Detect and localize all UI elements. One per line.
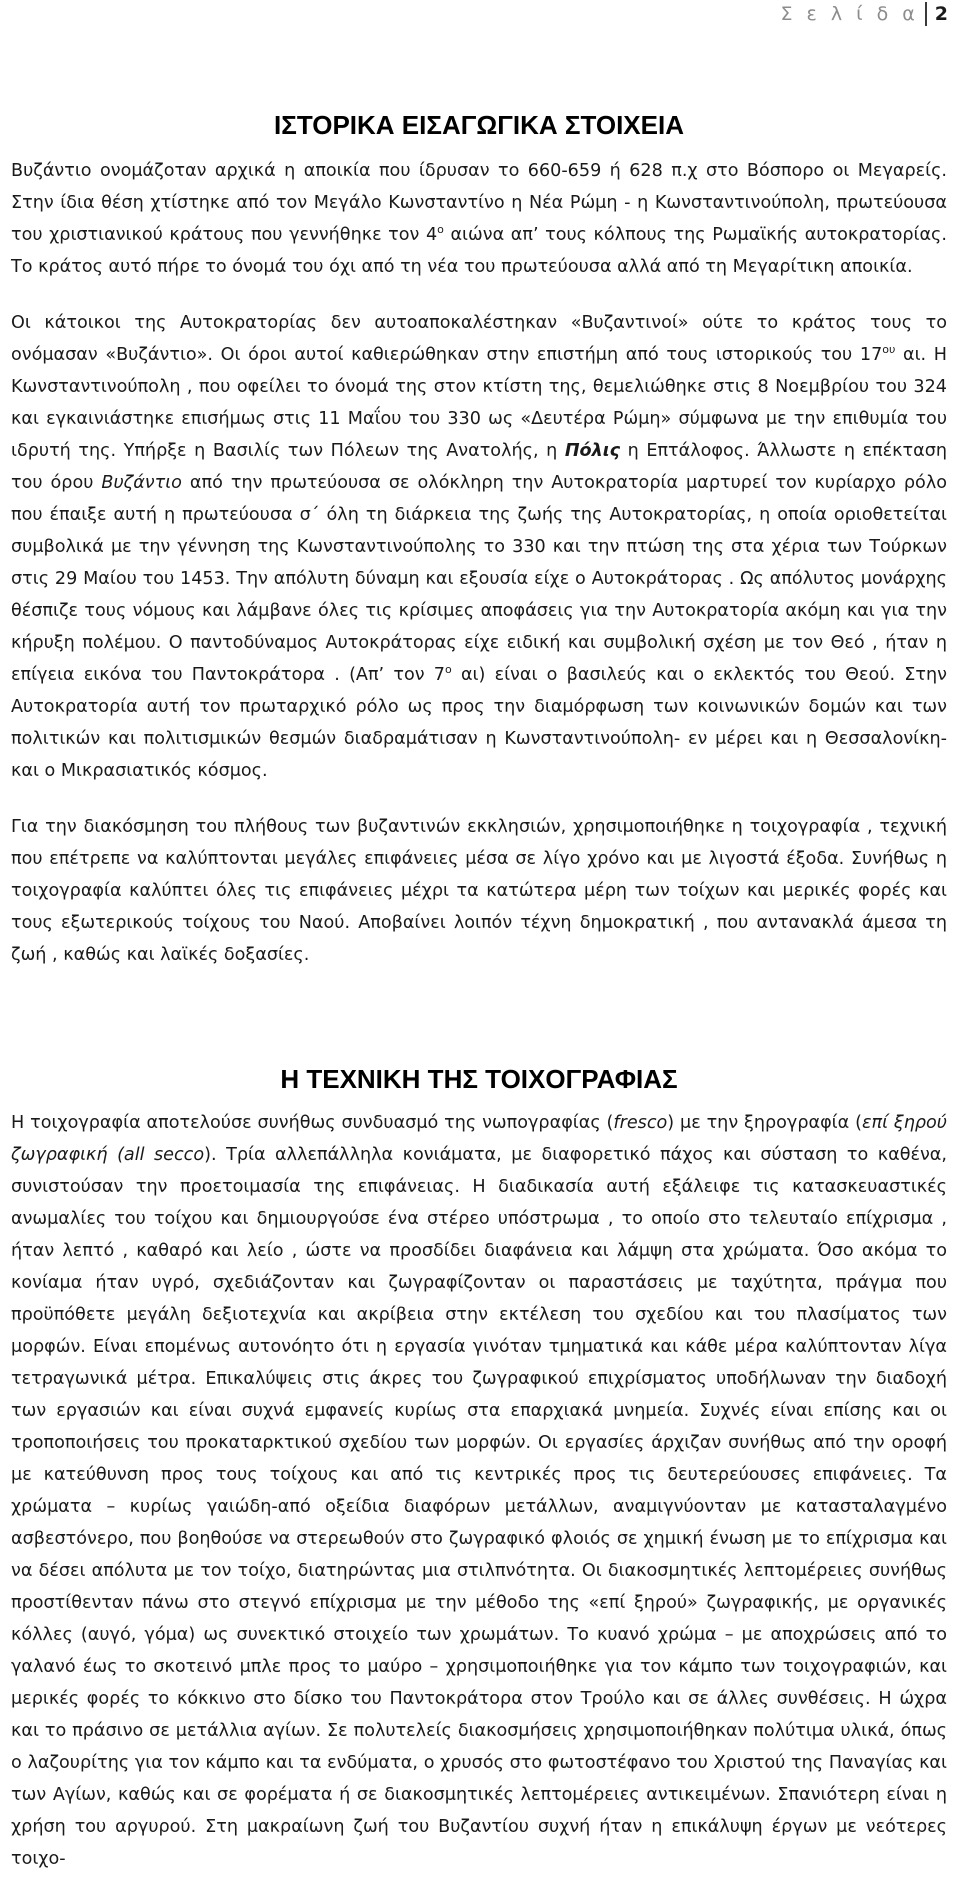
paragraph-byzantium-origin: Βυζάντιο ονομάζοταν αρχικά η αποικία που ίδρυσαν το 660-659 ή 628 π.χ στο Βόσπορο οι Μεγαρείς. Στην ίδια θέση χτίστηκε από τον Μεγάλο Κωνσταντίνο η Νέα Ρώμη - η Κωνσταντινούπολη, πρωτεύουσα του χριστιανικού κράτους που γεννήθηκε τον $4^o$ αιώνα απ’ τους κόλπους της Ρωμαϊκής αυτοκρατορίας. Το κράτος αυτό πήρε το όνομά του όχι από τη νέα του πρωτεύουσα αλλά από τη Μεγαρίτικη αποικία. [11, 161, 947, 277]
section-title-history: ΙΣΤΟΡΙΚΑ ΕΙΣΑΓΩΓΙΚΑ ΣΤΟΙΧΕΙΑ [274, 110, 684, 140]
paragraph-church-decoration: Για την διακόσμηση του πλήθους των βυζαντινών εκκλησιών, χρησιμοποιήθηκε η τοιχογραφία , τεχνική που επέτρεπε να καλύπτονται μεγάλες επιφάνειες μέσα σε λίγο χρόνο και με λιγοστά έξοδα. Συνήθως η τοιχογραφία καλύπτει όλες τις επιφάνειες μέχρι τα κατώτερα μέρη των τοίχων και μερικές φορές και τους εξωτερικούς τοίχους του Ναού. Αποβαίνει λοιπόν τέχνη δημοκρατική , που αντανακλά άμεσα τη ζωή , καθώς και λαϊκές δοξασίες. [11, 817, 947, 965]
paragraph-fresco-technique: Η τοιχογραφία αποτελούσε συνήθως συνδυασμό της νωπογραφίας (fresco) με την ξηρογραφία (επί ξηρού ζωγραφική (all secco). Τρία αλλεπάλληλα κονιάματα, με διαφορετικό πάχος και σύσταση το καθένα, συνιστούσαν την προετοιμασία της επιφάνειας. Η διαδικασία αυτή εξάλειφε τις κατασκευαστικές ανωμαλίες του τοίχου και δημιουργούσε ένα στέρεο υπόστρωμα , το οποίο στο τελευταίο επίχρισμα , ήταν λεπτό , καθαρό και λείο , ώστε να προσδίδει διαφάνεια και λάμψη στα χρώματα. Όσο ακόμα το κονίαμα ήταν υγρό, σχεδιάζονταν και ζωγραφίζονταν οι παραστάσεις με ταχύτητα, πράγμα που προϋπόθετε μεγάλη δεξιοτεχνία και ακρίβεια στην εκτέλεση του σχεδίου και του πλασίματος των μορφών. Είναι επομένως αυτονόητο ότι η εργασία γινόταν τμηματικά και κάθε μέρα καλύπτονταν λίγα τετραγωνικά μέτρα. Επικαλύψεις στις άκρες του ζωγραφικού επιχρίσματος υποδήλωναν την διαδοχή των εργασιών και είναι συχνά εμφανείς κυρίως στα επαρχιακά μνημεία. Συχνές είναι επίσης και οι τροποποιήσεις του προκαταρκτικού σχεδίου των μορφών. Οι εργασίες άρχιζαν συνήθως από την οροφή με κατεύθυνση προς τους τοίχους και από τις κεντρικές προς τις δευτερεύουσες επιφάνειες. Τα χρώματα – κυρίως γαιώδη-από οξείδια διαφόρων μετάλλων, αναμιγνύονταν με κατασταλαγμένο ασβεστόνερο, που βοηθούσε να στερεωθούν στο ζωγραφικό φλοιός σε χημική ένωση με το επίχρισμα και να δέσει απόλυτα με τον τοίχο, διατηρώντας μια στιλπνότητα. Οι διακοσμητικές λεπτομέρειες συνήθως προστίθενταν πάνω στο στεγνό επίχρισμα με την μέθοδο της «επί ξηρού» ζωγραφικής, με οργανικές κόλλες (αυγό, γόμα) ως συνεκτικό στοιχείο των χρωμάτων. Το κυανό χρώμα – με αποχρώσεις από το γαλανό έως το σκοτεινό μπλε προς το μαύρο – χρησιμοποιήθηκε για τον κάμπο των τοιχογραφιών, και μερικές φορές το κόκκινο στο δίσκο του Παντοκράτορα στον Τρούλο και σε άλλες συνθέσεις. Η ώχρα και το πράσινο σε μετάλλια αγίων. Σε πολυτελείς διακοσμήσεις χρησιμοποιήθηκαν πολύτιμα υλικά, όπως ο λαζουρίτης για τον κάμπο και τα ενδύματα, ο χρυσός στο φωτοστέφανο του Χριστού της Παναγίας και των Αγίων, καθώς και σε φορέματα ή σε διακοσμητικές λεπτομέρειες αντικειμένων. Σπανιότερη είναι η χρήση του αργυρού. Στη μακραίωνη ζωή του Βυζαντίου συχνή ήταν η επικάλυψη έργων με νεότερες τοιχο- [11, 1113, 947, 1869]
page-header [780, 2, 948, 26]
section-title-technique: Η ΤΕΧΝΙΚΗ ΤΗΣ ΤΟΙΧΟΓΡΑΦΙΑΣ [280, 1064, 678, 1094]
paragraph-constantinople: Οι κάτοικοι της Αυτοκρατορίας δεν αυτοαποκαλέστηκαν «Βυζαντινοί» ούτε το κράτος τους το ονόμασαν «Βυζάντιο». Οι όροι αυτοί καθιερώθηκαν στην επιστήμη από τους ιστορικούς του $17^{o\upsilon}$ αι. Η Κωνσταντινούπολη , που οφείλει το όνομά της στον κτίστη της, θεμελιώθηκε στις 8 Νοεμβρίου του 324 και εγκαινιάστηκε επισήμως στις 11 Μαΐου του 330 ως «Δευτέρα Ρώμη» σύμφωνα με την επιθυμία του ιδρυτή της. Υπήρξε η Βασιλίς των Πόλεων της Ανατολής, η Πόλις η Επτάλοφος. Άλλωστε η επέκταση του όρου Βυζάντιο από την πρωτεύουσα σε ολόκληρη την Αυτοκρατορία μαρτυρεί τον κυρίαρχο ρόλο που έπαιξε αυτή η πρωτεύουσα σ΄ όλη τη διάρκεια της ζωής της Αυτοκρατορίας, η οποία οριοθετείται συμβολικά με την γέννηση της Κωνσταντινούπολης το 330 και την πτώση της στα χέρια των Τούρκων στις 29 Μαίου του 1453. Την απόλυτη δύναμη και εξουσία είχε ο Αυτοκράτορας . Ως απόλυτος μονάρχης θέσπιζε τους νόμους και λάμβανε όλες τις κρίσιμες αποφάσεις για την Αυτοκρατορία ακόμη και για την κήρυξη πολέμου. Ο παντοδύναμος Αυτοκράτορας είχε ειδική και συμβολική σχέση με τον Θεό , ήταν η επίγεια εικόνα του Παντοκράτορα . (Απ’ τον $7^o$ αι) είναι ο βασιλεύς και ο εκλεκτός του Θεού. Στην Αυτοκρατορία αυτή τον πρωταρχικό ρόλο ως προς την διαμόρφωση των κοινωνικών δομών και των πολιτικών και πολιτισμικών θεσμών διαδραμάτισαν η Κωνσταντινούπολη- εν μέρει και η Θεσσαλονίκη- και ο Μικρασιατικός κόσμος. [11, 313, 948, 781]
header-divider [925, 2, 927, 26]
page-number: 2 [934, 3, 948, 25]
page-label: Σ ε λ ί δ α [780, 3, 919, 25]
